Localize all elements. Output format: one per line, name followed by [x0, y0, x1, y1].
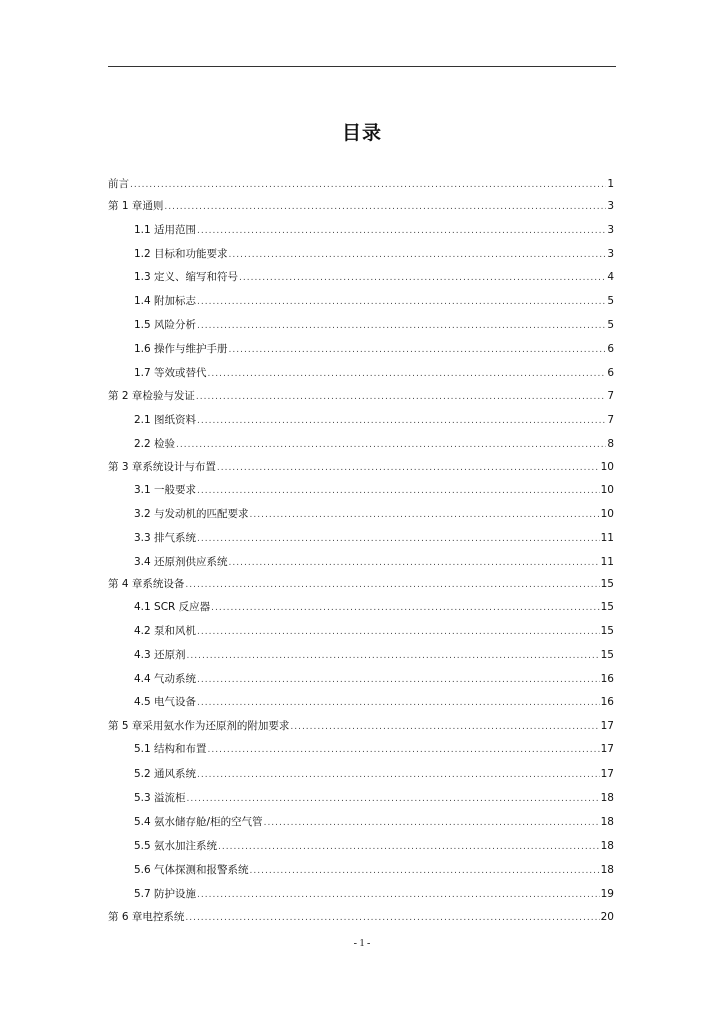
- toc-dot-leader: [290, 719, 599, 735]
- toc-dot-leader: [239, 270, 606, 286]
- toc-entry-title: 4.4 气动系统: [134, 673, 197, 685]
- header-rule: [108, 66, 616, 67]
- toc-dot-leader: [197, 223, 606, 239]
- toc-entry-page-number: 15: [600, 649, 614, 661]
- toc-entry-section[interactable]: [108, 436, 614, 452]
- toc-entry-title: 第 6 章电控系统: [108, 911, 185, 923]
- toc-entry-page-number: 18: [600, 816, 614, 828]
- toc-entry-section[interactable]: [108, 317, 614, 333]
- toc-entry-page-number: 15: [600, 601, 614, 613]
- toc-entry-page-number: 3: [607, 248, 614, 260]
- toc-entry-page-number: 3: [607, 200, 614, 212]
- toc-entry-title: 5.3 溢流柜: [134, 792, 186, 804]
- toc-entry-section[interactable]: [108, 482, 614, 498]
- toc-entry-page-number: 7: [607, 414, 614, 426]
- toc-entry-page-number: 5: [607, 295, 614, 307]
- toc-dot-leader: [217, 460, 600, 476]
- toc-entry-page-number: 4: [607, 271, 614, 283]
- toc-entry-page-number: 17: [600, 720, 614, 732]
- toc-dot-leader: [197, 767, 600, 783]
- toc-entry-section[interactable]: [108, 365, 614, 381]
- toc-entry-title: 1.1 适用范围: [134, 224, 197, 236]
- toc-entry-section[interactable]: [108, 741, 614, 757]
- toc-entry-section[interactable]: [108, 814, 614, 830]
- toc-dot-leader: [250, 863, 600, 879]
- toc-dot-leader: [164, 199, 606, 215]
- toc-entry-section[interactable]: [108, 623, 614, 639]
- toc-entry-title: 1.2 目标和功能要求: [134, 248, 228, 260]
- toc-dot-leader: [197, 413, 606, 429]
- toc-entry-section[interactable]: [108, 293, 614, 309]
- page-number-footer: - 1 -: [353, 938, 371, 949]
- toc-entry-page-number: 11: [600, 556, 614, 568]
- toc-entry-chapter[interactable]: [108, 198, 614, 214]
- toc-entry-page-number: 18: [600, 864, 614, 876]
- toc-entry-title: 5.1 结构和布置: [134, 743, 207, 755]
- toc-entry-title: 5.7 防护设施: [134, 888, 197, 900]
- toc-entry-section[interactable]: [108, 790, 614, 806]
- toc-entry-page-number: 1: [607, 178, 614, 190]
- toc-dot-leader: [197, 624, 600, 640]
- toc-entry-title: 5.2 通风系统: [134, 768, 197, 780]
- toc-dot-leader: [197, 294, 606, 310]
- toc-entry-title: 3.2 与发动机的匹配要求: [134, 508, 249, 520]
- toc-entry-page-number: 5: [607, 319, 614, 331]
- toc-entry-page-number: 18: [600, 840, 614, 852]
- toc-dot-leader: [185, 910, 599, 926]
- toc-entry-section[interactable]: [108, 838, 614, 854]
- toc-entry-title: 4.1 SCR 反应器: [134, 601, 211, 613]
- toc-entry-page-number: 10: [600, 461, 614, 473]
- toc-entry-chapter[interactable]: [108, 718, 614, 734]
- toc-entry-section[interactable]: [108, 647, 614, 663]
- toc-entry-page-number: 16: [600, 696, 614, 708]
- toc-dot-leader: [187, 791, 600, 807]
- toc-entry-page-number: 3: [607, 224, 614, 236]
- toc-entry-page-number: 19: [600, 888, 614, 900]
- toc-entry-page-number: 17: [600, 768, 614, 780]
- toc-entry-title: 第 5 章采用氨水作为还原剂的附加要求: [108, 720, 290, 732]
- toc-entry-title: 3.4 还原剂供应系统: [134, 556, 228, 568]
- toc-entry-section[interactable]: [108, 694, 614, 710]
- toc-dot-leader: [185, 577, 599, 593]
- toc-dot-leader: [197, 672, 600, 688]
- toc-entry-page-number: 15: [600, 625, 614, 637]
- toc-entry-page-number: 10: [600, 484, 614, 496]
- toc-dot-leader: [197, 531, 600, 547]
- toc-entry-section[interactable]: [108, 599, 614, 615]
- toc-dot-leader: [187, 648, 600, 664]
- toc-entry-title: 3.3 排气系统: [134, 532, 197, 544]
- toc-entry-title: 5.5 氨水加注系统: [134, 840, 218, 852]
- toc-dot-leader: [250, 507, 600, 523]
- toc-dot-leader: [229, 555, 600, 571]
- toc-entry-title: 2.1 图纸资料: [134, 414, 197, 426]
- toc-entry-title: 3.1 一般要求: [134, 484, 197, 496]
- toc-entry-title: 5.4 氨水储存舱/柜的空气管: [134, 816, 263, 828]
- toc-entry-title: 第 2 章检验与发证: [108, 390, 195, 402]
- toc-entry-section[interactable]: [108, 341, 614, 357]
- toc-dot-leader: [197, 887, 600, 903]
- toc-entry-chapter[interactable]: [108, 459, 614, 475]
- toc-entry-section[interactable]: [108, 886, 614, 902]
- toc-entry-page-number: 6: [607, 367, 614, 379]
- toc-entry-page-number: 10: [600, 508, 614, 520]
- toc-entry-title: 4.3 还原剂: [134, 649, 186, 661]
- toc-dot-leader: [197, 318, 606, 334]
- toc-entry-title: 第 1 章通则: [108, 200, 164, 212]
- toc-entry-page-number: 20: [600, 911, 614, 923]
- toc-entry-chapter[interactable]: [108, 176, 614, 192]
- toc-entry-chapter[interactable]: [108, 909, 614, 925]
- toc-dot-leader: [197, 695, 600, 711]
- toc-entry-section[interactable]: [108, 862, 614, 878]
- toc-entry-page-number: 17: [600, 743, 614, 755]
- toc-dot-leader: [208, 366, 607, 382]
- toc-entry-page-number: 11: [600, 532, 614, 544]
- toc-entry-section[interactable]: [108, 671, 614, 687]
- toc-dot-leader: [208, 742, 600, 758]
- toc-entry-page-number: 7: [607, 390, 614, 402]
- toc-entry-title: 1.6 操作与维护手册: [134, 343, 228, 355]
- toc-entry-section[interactable]: [108, 269, 614, 285]
- toc-entry-section[interactable]: [108, 554, 614, 570]
- toc-entry-section[interactable]: [108, 412, 614, 428]
- toc-entry-title: 1.7 等效或替代: [134, 367, 207, 379]
- toc-entry-page-number: 15: [600, 578, 614, 590]
- toc-entry-title: 1.3 定义、缩写和符号: [134, 271, 239, 283]
- toc-entry-page-number: 16: [600, 673, 614, 685]
- toc-dot-leader: [130, 177, 606, 193]
- toc-entry-page-number: 6: [607, 343, 614, 355]
- toc-entry-title: 1.5 风险分析: [134, 319, 197, 331]
- toc-entry-title: 2.2 检验: [134, 438, 176, 450]
- toc-dot-leader: [196, 389, 606, 405]
- toc-entry-title: 第 3 章系统设计与布置: [108, 461, 216, 473]
- toc-entry-title: 4.5 电气设备: [134, 696, 197, 708]
- toc-entry-title: 第 4 章系统设备: [108, 578, 185, 590]
- page-title: 目录: [341, 122, 382, 144]
- toc-entry-page-number: 8: [607, 438, 614, 450]
- toc-entry-chapter[interactable]: [108, 388, 614, 404]
- toc-entry-page-number: 18: [600, 792, 614, 804]
- toc-entry-section[interactable]: [108, 530, 614, 546]
- toc-entry-section[interactable]: [108, 506, 614, 522]
- toc-dot-leader: [176, 437, 606, 453]
- toc-entry-chapter[interactable]: [108, 576, 614, 592]
- toc-dot-leader: [264, 815, 600, 831]
- toc-dot-leader: [211, 600, 599, 616]
- toc-entry-title: 4.2 泵和风机: [134, 625, 197, 637]
- toc-dot-leader: [197, 483, 600, 499]
- toc-entry-section[interactable]: [108, 766, 614, 782]
- toc-entry-title: 5.6 气体探测和报警系统: [134, 864, 249, 876]
- toc-entry-section[interactable]: [108, 222, 614, 238]
- toc-dot-leader: [218, 839, 600, 855]
- toc-dot-leader: [229, 247, 607, 263]
- toc-entry-title: 1.4 附加标志: [134, 295, 197, 307]
- toc-entry-section[interactable]: [108, 246, 614, 262]
- toc-entry-title: 前言: [108, 178, 129, 190]
- toc-dot-leader: [229, 342, 607, 358]
